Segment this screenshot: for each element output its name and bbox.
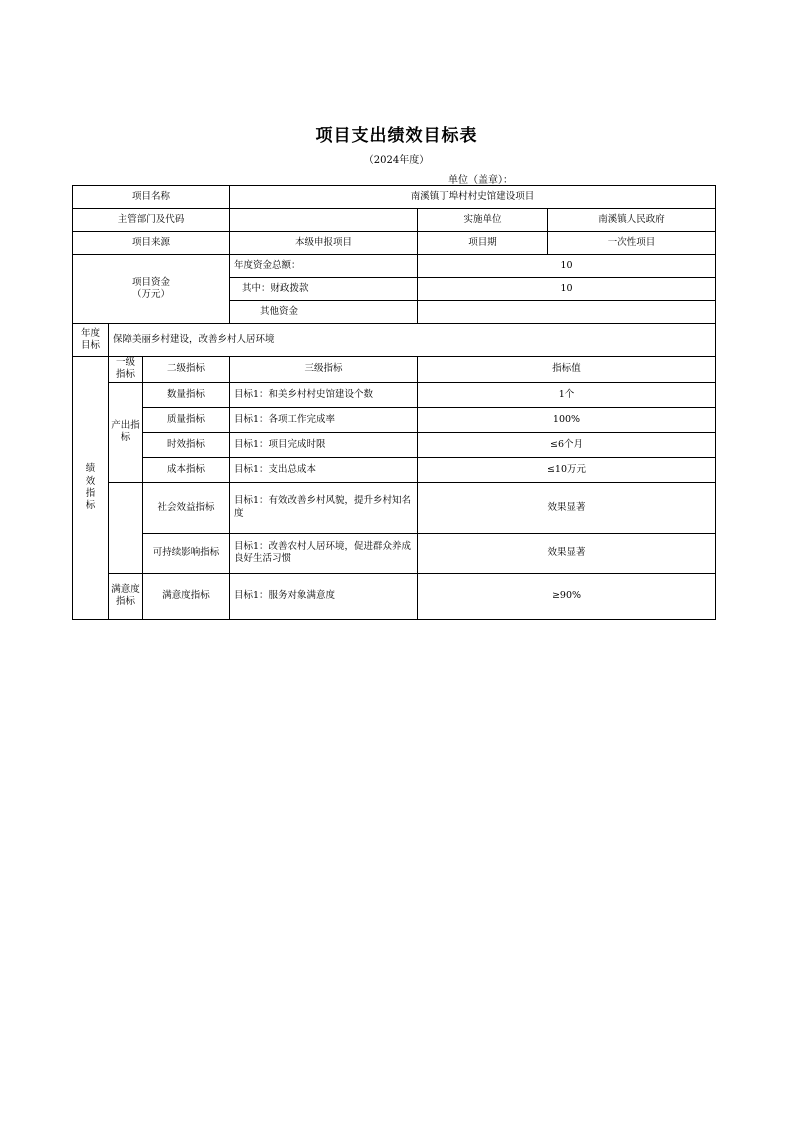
level3-cell: 目标1：有效改善乡村风貌，提升乡村知名度 — [230, 482, 418, 533]
header-level1: 一级 指标 — [109, 357, 143, 383]
level3-cell: 目标1：支出总成本 — [230, 457, 418, 482]
performance-goal-table — [72, 185, 716, 620]
annual-goal-value: 保障美丽乡村建设，改善乡村人居环境 — [109, 324, 716, 357]
level3-cell: 目标1：改善农村人居环境，促进群众养成良好生活习惯 — [230, 533, 418, 573]
project-name-label: 项目名称 — [73, 186, 230, 209]
funds-other-label: 其他资金 — [230, 301, 418, 324]
level2-cell: 质量指标 — [143, 407, 230, 432]
indicator-value-cell: 100% — [418, 407, 716, 432]
funds-fiscal-label: 其中：财政拨款 — [230, 278, 418, 301]
dept-value — [230, 209, 418, 232]
project-source-label: 项目来源 — [73, 232, 230, 255]
funds-fiscal-value: 10 — [418, 278, 716, 301]
level2-cell: 成本指标 — [143, 457, 230, 482]
level3-cell: 目标1：项目完成时限 — [230, 432, 418, 457]
output-indicator-label: 产出指 标 — [109, 382, 143, 482]
indicator-value-cell: 效果显著 — [418, 533, 716, 573]
level2-cell: 时效指标 — [143, 432, 230, 457]
doc-title: 项目支出绩效目标表 — [315, 126, 478, 146]
doc-year: （2024年度） — [363, 155, 430, 166]
funds-total-value: 10 — [418, 255, 716, 278]
header-value: 指标值 — [418, 357, 716, 383]
annual-goal-label: 年度 目标 — [73, 324, 109, 357]
level2-cell: 满意度指标 — [143, 573, 230, 619]
satisfaction-indicator-label: 满意度 指标 — [109, 573, 143, 619]
indicator-value-cell: 效果显著 — [418, 482, 716, 533]
dept-label: 主管部门及代码 — [73, 209, 230, 232]
indicator-value-cell: ≤6个月 — [418, 432, 716, 457]
impl-unit-value: 南溪镇人民政府 — [548, 209, 716, 232]
unit-seal-label: 单位（盖章）： — [448, 175, 513, 186]
impl-unit-label: 实施单位 — [418, 209, 548, 232]
perf-section-label: 绩 效 指 标 — [73, 357, 109, 620]
indicator-value-cell: ≤10万元 — [418, 457, 716, 482]
level3-cell: 目标1：服务对象满意度 — [230, 573, 418, 619]
level2-cell: 社会效益指标 — [143, 482, 230, 533]
header-level3: 三级指标 — [230, 357, 418, 383]
level2-cell: 可持续影响指标 — [143, 533, 230, 573]
level3-cell: 目标1：各项工作完成率 — [230, 407, 418, 432]
funds-label: 项目资金 （万元） — [73, 255, 230, 324]
level3-cell: 目标1：和美乡村村史馆建设个数 — [230, 382, 418, 407]
indicator-value-cell: ≥90% — [418, 573, 716, 619]
level2-cell: 数量指标 — [143, 382, 230, 407]
project-source-value: 本级申报项目 — [230, 232, 418, 255]
funds-total-label: 年度资金总额： — [230, 255, 418, 278]
header-level2: 二级指标 — [143, 357, 230, 383]
indicator-value-cell: 1个 — [418, 382, 716, 407]
project-period-label: 项目期 — [418, 232, 548, 255]
funds-other-value — [418, 301, 716, 324]
project-period-value: 一次性项目 — [548, 232, 716, 255]
effect-indicator-label — [109, 482, 143, 573]
project-name-value: 南溪镇丁埠村村史馆建设项目 — [230, 186, 716, 209]
